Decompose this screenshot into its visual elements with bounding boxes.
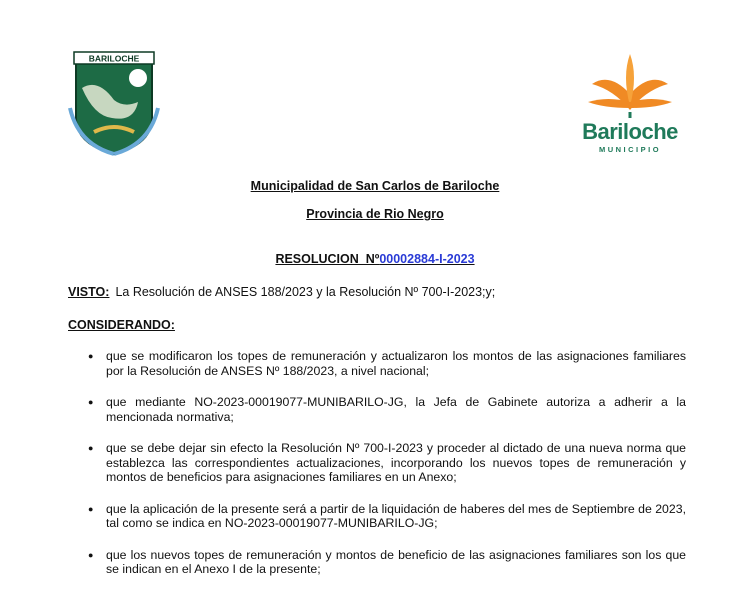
bariloche-municipio-logo: [574, 50, 686, 160]
visto-text: La Resolución de ANSES 188/2023 y la Resolución Nº 700-I-2023;y;: [115, 285, 496, 299]
logo-wordmark: Bariloche: [582, 119, 678, 144]
list-item: ● que se debe dejar sin efecto la Resolución Nº 700-I-2023 y proceder al dictado de una nueva norma que establezca las correspondientes actualizaciones, incorporando los nuevos topes de remuneración y montos de beneficios para asignaciones familiares en un Anexo;: [88, 441, 686, 485]
considerando-list: [88, 349, 686, 594]
list-item: ● que los nuevos topes de remuneración y montos de beneficio de las asignaciones familiares son los que se indican en el Anexo I de la presente;: [88, 548, 686, 577]
crest-banner-text: BARILOCHE: [88, 53, 140, 64]
header-province: Provincia de Rio Negro: [306, 207, 444, 221]
visto-paragraph: [68, 285, 495, 299]
list-item: ● que se modificaron los topes de remuneración y actualizaron los montos de las asignaciones familiares por la Resolución de ANSES Nº 188/2023, a nivel nacional;: [88, 349, 686, 378]
resolution-label: RESOLUCION Nº: [275, 252, 380, 266]
bariloche-crest-icon: [68, 48, 160, 156]
visto-label: VISTO:: [68, 285, 110, 299]
list-item: ● que mediante NO-2023-00019077-MUNIBARILO-JG, la Jefa de Gabinete autoriza a adherir a la mencionada normativa;: [88, 395, 686, 424]
resolution-number-link[interactable]: 00002884-I-2023: [379, 252, 475, 266]
resolution-title: [0, 252, 750, 266]
considerando-heading: CONSIDERANDO:: [68, 318, 175, 332]
lily-flower-icon: [574, 50, 686, 120]
header-municipality: Municipalidad de San Carlos de Bariloche: [250, 179, 500, 193]
logo-subtitle: MUNICIPIO: [598, 145, 662, 154]
list-item: ● que la aplicación de la presente será a partir de la liquidación de haberes del mes de Septiembre de 2023, tal como se indica en NO-2023-00019077-MUNIBARILO-JG;: [88, 502, 686, 531]
